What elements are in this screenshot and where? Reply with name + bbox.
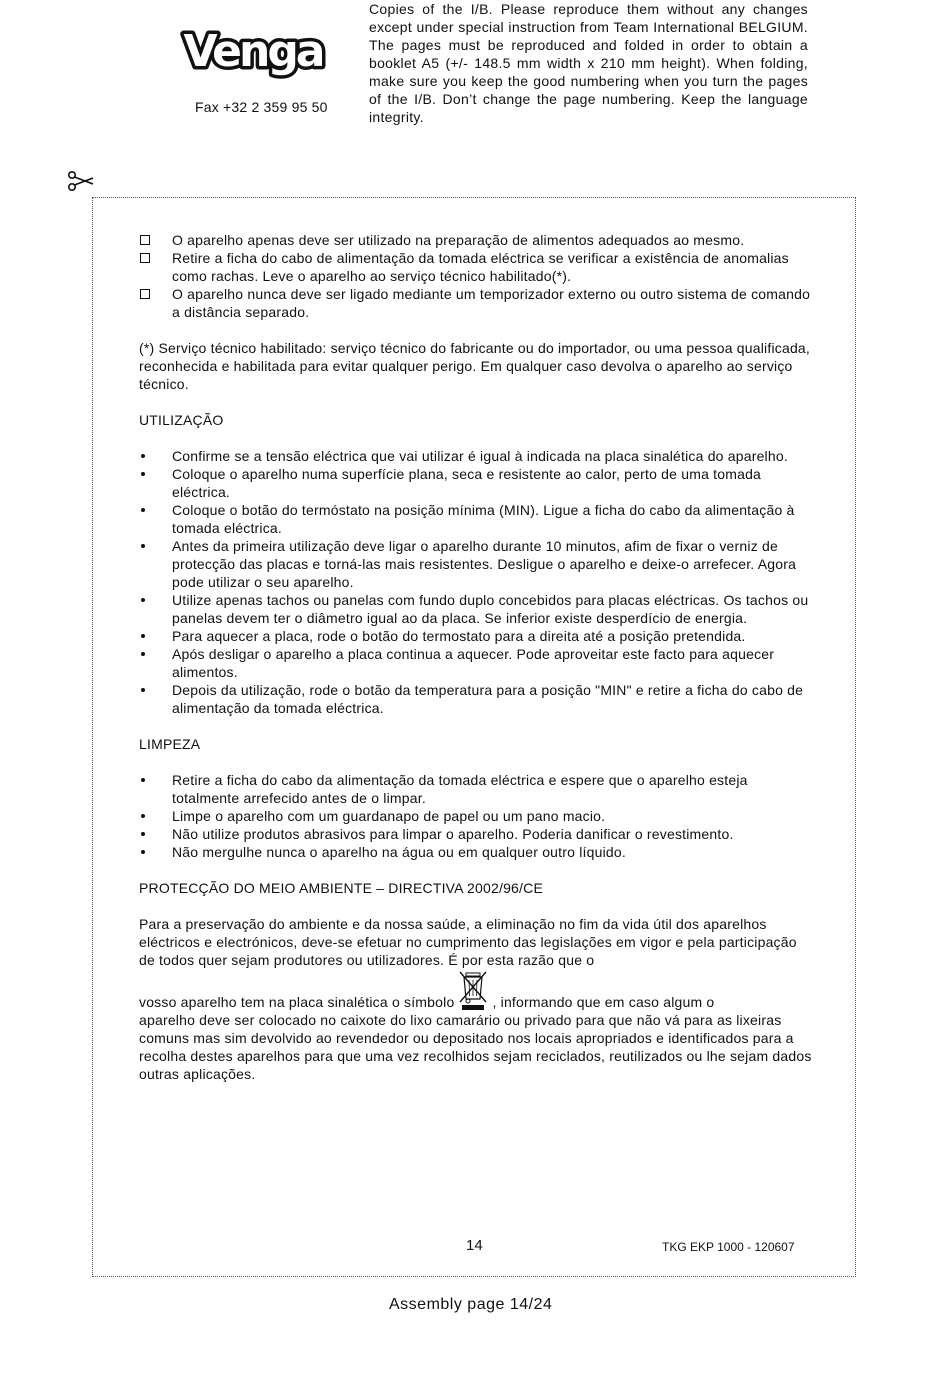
bullet-icon xyxy=(141,778,145,782)
crossed-bin-icon xyxy=(456,969,490,1011)
checkbox-icon xyxy=(140,289,150,299)
safety-item: O aparelho nunca deve ser ligado mediante um temporizador externo ou outro sistema de comando a distância separado. xyxy=(139,285,812,321)
weee-line: vosso aparelho tem na placa sinalética o símbolo , informando que em caso algum o xyxy=(139,969,812,1011)
safety-item: Retire a ficha do cabo de alimentação da tomada eléctrica se verificar a existência de anomalias como rachas. Leve o aparelho ao serviço técnico habilitado(*). xyxy=(139,249,812,285)
bullet-icon xyxy=(141,634,145,638)
bullet-icon xyxy=(141,454,145,458)
page-content xyxy=(139,231,812,1083)
usage-item: Utilize apenas tachos ou panelas com fundo duplo concebidos para placas eléctricas. Os tachos ou panelas devem ter o diâmetro igual ao da placa. Se inferior existe desperdício de energia. xyxy=(139,591,812,627)
bullet-icon xyxy=(141,814,145,818)
usage-item: Coloque o aparelho numa superfície plana, seca e resistente ao calor, perto de uma tomada eléctrica. xyxy=(139,465,812,501)
usage-heading: UTILIZAÇÃO xyxy=(139,412,224,428)
usage-list xyxy=(139,447,812,717)
cleaning-item: Retire a ficha do cabo da alimentação da tomada eléctrica e espere que o aparelho esteja totalmente arrefecido antes de o limpar. xyxy=(139,771,812,807)
page-number: 14 xyxy=(466,1237,483,1254)
environment-paragraph-start: Para a preservação do ambiente e da nossa saúde, a eliminação no fim da vida útil dos aparelhos eléctricos e electrónicos, deve-se efetuar no cumprimento das legislações em vigor e pela participação de todos quer sejam produtores ou utilizadores. É por esta razão que o xyxy=(139,916,797,968)
usage-item: Depois da utilização, rode o botão da temperatura para a posição "MIN" e retire a ficha do cabo de alimentação da tomada eléctrica. xyxy=(139,681,812,717)
usage-item: Confirme se a tensão eléctrica que vai utilizar é igual à indicada na placa sinalética do aparelho. xyxy=(139,447,812,465)
cleaning-item: Não utilize produtos abrasivos para limpar o aparelho. Poderia danificar o revestimento. xyxy=(139,825,812,843)
usage-item: Para aquecer a placa, rode o botão do termostato para a direita até a posição pretendida. xyxy=(139,627,812,645)
usage-item: Coloque o botão do termóstato na posição mínima (MIN). Ligue a ficha do cabo da alimentação à tomada eléctrica. xyxy=(139,501,812,537)
bullet-icon xyxy=(141,832,145,836)
usage-item: Após desligar o aparelho a placa continua a aquecer. Pode aproveitar este facto para aquecer alimentos. xyxy=(139,645,812,681)
cleaning-item: Não mergulhe nunca o aparelho na água ou em qualquer outro líquido. xyxy=(139,843,812,861)
venga-logo xyxy=(178,20,328,80)
venga-logo-text: Venga xyxy=(183,26,323,77)
bullet-icon xyxy=(141,598,145,602)
cleaning-item: Limpe o aparelho com um guardanapo de papel ou um pano macio. xyxy=(139,807,812,825)
bullet-icon xyxy=(141,544,145,548)
usage-item: Antes da primeira utilização deve ligar o aparelho durante 10 minutos, afim de fixar o verniz de protecção das placas e torná-las mais resistentes. Desligue o aparelho e deixe-o arrefecer. Agora pode utilizar o seu aparelho. xyxy=(139,537,812,591)
service-note: (*) Serviço técnico habilitado: serviço técnico do fabricante ou do importador, ou uma pessoa qualificada, reconhecida e habilitada para evitar qualquer perigo. Em qualquer caso devolva o aparelho ao serviço técnico. xyxy=(139,340,811,392)
safety-item: O aparelho apenas deve ser utilizado na preparação de alimentos adequados ao mesmo. xyxy=(139,231,812,249)
bullet-icon xyxy=(141,508,145,512)
copy-instructions: Copies of the I/B. Please reproduce them without any changes except under special instruction from Team International BELGIUM. The pages must be reproduced and folded in order to obtain a booklet A5 (+/- 148.5 mm width x 210 mm height). When folding, make sure you keep the good numbering when you turn the pages of the I/B. Don’t change the page numbering. Keep the language integrity. xyxy=(369,1,808,125)
bullet-icon xyxy=(141,688,145,692)
bullet-icon xyxy=(141,472,145,476)
bullet-icon xyxy=(141,652,145,656)
cleaning-heading: LIMPEZA xyxy=(139,736,201,752)
safety-list xyxy=(139,231,812,321)
assembly-page: Assembly page 14/24 xyxy=(389,1296,553,1313)
environment-paragraph-end: aparelho deve ser colocado no caixote do lixo camarário ou privado para que não vá para as lixeiras comuns mas sim devolvido ao revendedor ou depositado nos locais apropriados e identificados para a recolha destes aparelhos para que uma vez recolhidos sejam reciclados, reutilizados ou lhe sejam dados outras aplicações. xyxy=(139,1012,812,1082)
checkbox-icon xyxy=(140,253,150,263)
bullet-icon xyxy=(141,850,145,854)
scissors-icon xyxy=(66,170,94,192)
environment-heading: PROTECÇÃO DO MEIO AMBIENTE – DIRECTIVA 2002/96/CE xyxy=(139,880,543,896)
checkbox-icon xyxy=(140,235,150,245)
model-code: TKG EKP 1000 - 120607 xyxy=(662,1240,795,1254)
fax-number: Fax +32 2 359 95 50 xyxy=(195,99,328,115)
cleaning-list xyxy=(139,771,812,861)
